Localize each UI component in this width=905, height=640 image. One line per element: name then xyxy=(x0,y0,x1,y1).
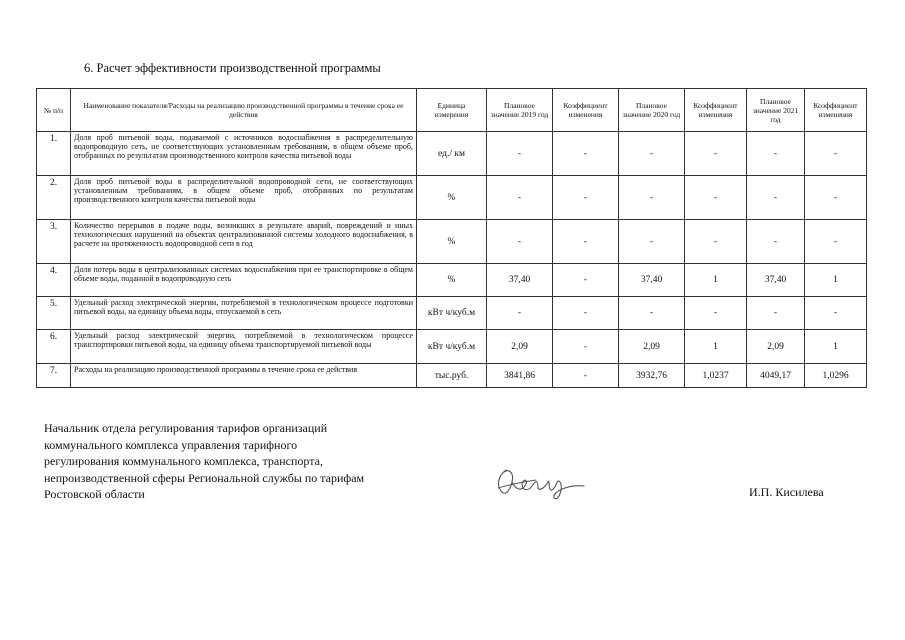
table-row xyxy=(37,132,867,176)
col-header-plan-2020: Плановое значение 2020 год xyxy=(619,89,685,132)
row-coef-2: 1 xyxy=(685,264,747,297)
col-header-coef-2: Коэффициент изменения xyxy=(685,89,747,132)
row-plan-2021: 2,09 xyxy=(747,330,805,364)
row-plan-2019: - xyxy=(487,297,553,330)
row-plan-2019: 2,09 xyxy=(487,330,553,364)
table-row xyxy=(37,297,867,330)
row-name: Доля потерь воды в централизованных системах водоснабжения при ее транспортировке в общем объеме воды, поданной в водопроводную сеть xyxy=(71,264,417,297)
efficiency-table xyxy=(36,88,867,388)
row-plan-2019: - xyxy=(487,176,553,220)
row-plan-2021: - xyxy=(747,220,805,264)
signer-position: Начальник отдела регулирования тарифов организаций коммунального комплекса управления тарифного регулирования коммунального комплекса, транспорта, непроизводственной сферы Региональной службы по тарифам Ростовской области xyxy=(44,421,365,501)
row-plan-2019: - xyxy=(487,220,553,264)
row-num: 4. xyxy=(37,264,71,297)
row-plan-2021: - xyxy=(747,297,805,330)
signer-name: И.П. Кисилева xyxy=(749,485,824,499)
row-num: 7. xyxy=(37,364,71,388)
row-coef-3: - xyxy=(805,176,867,220)
table-row xyxy=(37,176,867,220)
row-unit: % xyxy=(417,264,487,297)
row-unit: ед./ км xyxy=(417,132,487,176)
row-coef-2: - xyxy=(685,176,747,220)
table-row xyxy=(37,330,867,364)
row-coef-3: 1 xyxy=(805,264,867,297)
row-plan-2021: 37,40 xyxy=(747,264,805,297)
row-plan-2021: - xyxy=(747,132,805,176)
row-coef-3: 1,0296 xyxy=(805,364,867,388)
row-unit: тыс.руб. xyxy=(417,364,487,388)
handwritten-signature xyxy=(492,462,592,504)
row-plan-2019: 37,40 xyxy=(487,264,553,297)
row-coef-3: - xyxy=(805,132,867,176)
row-unit: кВт ч/куб.м xyxy=(417,297,487,330)
row-num: 2. xyxy=(37,176,71,220)
col-header-unit: Единица измерения xyxy=(417,89,487,132)
row-coef-3: - xyxy=(805,297,867,330)
row-coef-1: - xyxy=(553,330,619,364)
row-name: Удельный расход электрической энергии, потребляемой в технологическом процессе транспортировки питьевой воды, на единицу объема транспортируемой питьевой воды xyxy=(71,330,417,364)
row-num: 1. xyxy=(37,132,71,176)
row-coef-2: 1,0237 xyxy=(685,364,747,388)
row-coef-2: 1 xyxy=(685,330,747,364)
row-plan-2020: - xyxy=(619,297,685,330)
row-coef-1: - xyxy=(553,264,619,297)
col-header-plan-2021: Плановое значение 2021 год xyxy=(747,89,805,132)
row-coef-1: - xyxy=(553,132,619,176)
row-coef-1: - xyxy=(553,220,619,264)
row-num: 6. xyxy=(37,330,71,364)
row-plan-2020: - xyxy=(619,176,685,220)
row-plan-2021: 4049,17 xyxy=(747,364,805,388)
row-plan-2020: 3932,76 xyxy=(619,364,685,388)
row-plan-2020: - xyxy=(619,220,685,264)
col-header-name: Наименование показателя/Расходы на реализацию производственной программы в течение срока ее действия xyxy=(71,89,417,132)
row-name: Удельный расход электрической энергии, потребляемой в технологическом процессе подготовки питьевой воды, на единицу объема воды, отпускаемой в сеть xyxy=(71,297,417,330)
row-name: Количество перерывов в подаче воды, возникших в результате аварий, повреждений и иных технологических нарушений на объектах централизованной системы холодного водоснабжения, в расчете на протяженность водопроводной сети в год xyxy=(71,220,417,264)
row-coef-1: - xyxy=(553,297,619,330)
col-header-plan-2019: Плановое значение 2019 год xyxy=(487,89,553,132)
row-coef-2: - xyxy=(685,220,747,264)
row-unit: % xyxy=(417,176,487,220)
row-plan-2020: 2,09 xyxy=(619,330,685,364)
row-plan-2020: 37,40 xyxy=(619,264,685,297)
section-title: 6. Расчет эффективности производственной программы xyxy=(84,61,381,75)
row-unit: % xyxy=(417,220,487,264)
row-plan-2020: - xyxy=(619,132,685,176)
row-coef-2: - xyxy=(685,132,747,176)
table-row xyxy=(37,220,867,264)
table-header-row xyxy=(37,89,867,132)
row-unit: кВт ч/куб.м xyxy=(417,330,487,364)
row-plan-2019: 3841,86 xyxy=(487,364,553,388)
row-num: 3. xyxy=(37,220,71,264)
row-name: Доля проб питьевой воды, подаваемой с источников водоснабжения в распределительную водопроводную сеть, не соответствующих установленным требованиям, в общем объеме проб, отобранных по результатам производственного контроля качества питьевой воды xyxy=(71,132,417,176)
table-row xyxy=(37,264,867,297)
row-name: Расходы на реализацию производственной программы в течение срока ее действия xyxy=(71,364,417,388)
row-name: Доля проб питьевой воды в распределительной водопроводной сети, не соответствующих установленным требованиям, в общем объеме проб, отобранных по результатам производственного контроля качества питьевой воды xyxy=(71,176,417,220)
row-coef-2: - xyxy=(685,297,747,330)
row-coef-1: - xyxy=(553,176,619,220)
row-num: 5. xyxy=(37,297,71,330)
row-plan-2019: - xyxy=(487,132,553,176)
table-row xyxy=(37,364,867,388)
row-plan-2021: - xyxy=(747,176,805,220)
col-header-num: № п/п xyxy=(37,89,71,132)
col-header-coef-3: Коэффициент изменения xyxy=(805,89,867,132)
row-coef-3: - xyxy=(805,220,867,264)
col-header-coef-1: Коэффициент изменения xyxy=(553,89,619,132)
row-coef-1: - xyxy=(553,364,619,388)
row-coef-3: 1 xyxy=(805,330,867,364)
